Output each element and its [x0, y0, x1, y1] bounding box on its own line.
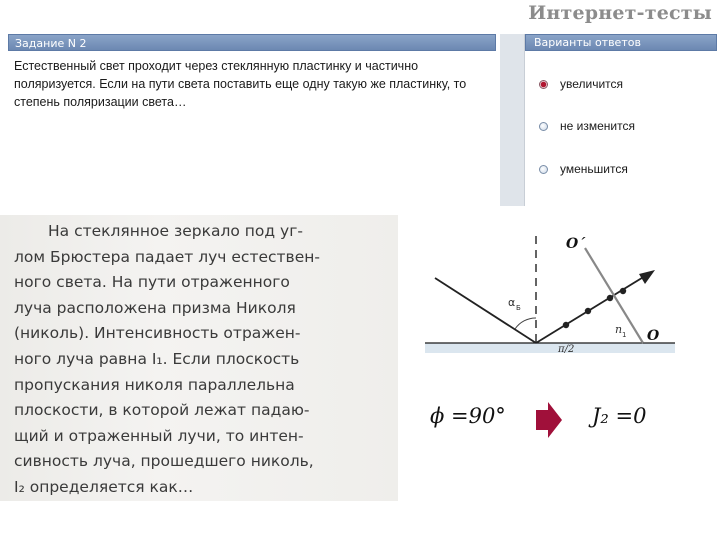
brand-title: Интернет-тесты	[528, 2, 712, 24]
answer-option-increase[interactable]	[539, 75, 623, 93]
textbook-scan	[0, 215, 398, 501]
label-o: O	[647, 328, 660, 344]
radio-unchecked-icon[interactable]	[539, 122, 548, 131]
answers-header: Варианты ответов	[525, 34, 717, 51]
polarization-dot	[563, 322, 569, 328]
label-alpha-sub: Б	[516, 304, 521, 312]
task-question: Естественный свет проходит через стеклянную пластинку и частично поляризуется. Если на пути света поставить еще одну такую же пластинку, то степень поляризации света…	[14, 59, 467, 109]
task-header: Задание N 2	[8, 34, 496, 51]
formula-angle: ϕ =90°	[430, 404, 506, 428]
scan-line: ного луча равна I₁. Если плоскость	[14, 349, 300, 368]
glass-surface	[425, 343, 675, 353]
scan-line: I₂ определяется как…	[14, 477, 194, 496]
answers-panel	[500, 34, 716, 206]
brewster-diagram	[425, 218, 675, 353]
scan-line: пропускания николя параллельна	[14, 375, 295, 394]
label-o-prime: O´	[566, 236, 586, 252]
polarization-dot	[620, 288, 626, 294]
scan-line: (николь). Интенсивность отражен-	[14, 324, 301, 343]
polarization-dot	[585, 308, 591, 314]
ray-arrow-icon	[639, 270, 655, 284]
scan-line: сивность луча, прошедшего николь,	[14, 452, 314, 471]
answer-option-unchanged[interactable]	[539, 117, 635, 135]
scan-line: лом Брюстера падает луч естествен-	[14, 247, 320, 266]
scan-line: щий и отраженный лучи, то интен-	[14, 426, 304, 445]
label-n-sub: 1	[622, 331, 627, 339]
radio-unchecked-icon[interactable]	[539, 165, 548, 174]
scan-line: плоскости, в которой лежат падаю-	[14, 401, 310, 420]
scan-line: ного света. На пути отраженного	[14, 273, 290, 292]
arrow-right-icon	[536, 400, 562, 440]
angle-arc	[515, 318, 536, 329]
label-alpha: α	[508, 296, 516, 309]
scan-line: На стеклянное зеркало под уг-	[48, 222, 303, 240]
answer-label: не изменится	[560, 119, 635, 133]
reflected-ray	[536, 273, 650, 343]
nicol-prism-line	[585, 248, 643, 343]
answers-list	[524, 34, 717, 206]
label-half-angle: π/2	[558, 344, 575, 353]
answer-option-decrease[interactable]	[539, 160, 628, 178]
formula-result: J₂ =0	[592, 404, 647, 428]
incident-ray	[435, 278, 536, 343]
radio-checked-icon[interactable]	[539, 80, 548, 89]
answer-label: уменьшится	[560, 162, 628, 176]
scan-line: луча расположена призма Николя	[14, 298, 296, 317]
label-n: n	[615, 323, 623, 336]
polarization-dot	[607, 295, 613, 301]
answer-label: увеличится	[560, 77, 624, 91]
textbook-problem-text	[14, 219, 386, 501]
